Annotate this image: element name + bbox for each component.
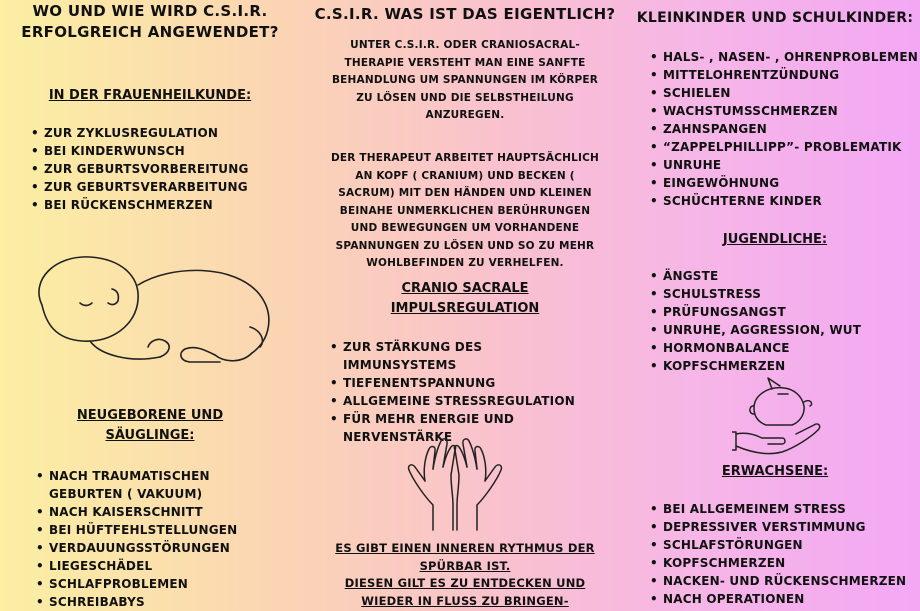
impuls-heading-line1: CRANIO SACRALE bbox=[401, 281, 529, 296]
para1-line: ANZUREGEN. bbox=[425, 109, 505, 121]
list-item: • ALLGEMEINE STRESSREGULATION bbox=[330, 392, 600, 410]
para1-line: ZU LÖSEN UND DIE SELBSTHEILUNG bbox=[356, 91, 574, 104]
list-item: • FÜR MEHR ENERGIE UND NERVENSTÄRKE bbox=[330, 410, 523, 446]
para2-line: WOHLBEFINDEN ZU VERHELFEN. bbox=[366, 257, 564, 269]
footer-line: SPÜRBAR IST. bbox=[419, 558, 511, 573]
col3-title: KLEINKINDER UND SCHULKINDER: bbox=[636, 10, 914, 26]
gyn-heading: IN DER FRAUENHEILKUNDE: bbox=[48, 88, 252, 103]
para1-line: THERAPIE VERSTEHT MAN EINE SANFTE bbox=[344, 56, 586, 69]
intro-paragraph bbox=[300, 37, 630, 125]
list-item: • HALS- , NASEN- , OHRENPROBLEMEN bbox=[650, 48, 918, 66]
list-item: • KOPFSCHMERZEN bbox=[650, 554, 906, 572]
para2-line: AN KOPF ( CRANIUM) UND BECKEN ( bbox=[355, 169, 575, 182]
list-item: • ZUR ZYKLUSREGULATION bbox=[31, 124, 249, 142]
newborn-heading-line2: SÄUGLINGE: bbox=[105, 428, 195, 443]
list-item: • WACHSTUMSSCHMERZEN bbox=[650, 102, 918, 120]
para2-line: DER THERAPEUT ARBEITET HAUPTSÄCHLICH bbox=[330, 152, 600, 164]
youth-list bbox=[650, 267, 861, 375]
sleeping-baby-icon bbox=[20, 245, 280, 375]
gyn-list bbox=[31, 124, 249, 214]
list-item: • “ZAPPELPHILLIPP”- PROBLEMATIK bbox=[650, 138, 918, 156]
piggy-bank-hand-icon bbox=[732, 372, 827, 457]
list-item: • NACH OPERATIONEN bbox=[650, 590, 906, 608]
list-item: • UNRUHE, AGGRESSION, WUT bbox=[650, 321, 861, 339]
list-item: • DEPRESSIVER VERSTIMMUNG bbox=[650, 518, 906, 536]
list-item: • SCHÜCHTERNE KINDER bbox=[650, 192, 918, 210]
kids-list bbox=[650, 48, 918, 210]
footer-line: DIESEN GILT ES ZU ENTDECKEN UND bbox=[344, 576, 586, 590]
list-item: • BEI ALLGEMEINEM STRESS bbox=[650, 500, 906, 518]
footer-message bbox=[300, 540, 630, 610]
list-item: • BEI RÜCKENSCHMERZEN bbox=[31, 196, 249, 214]
open-hands-icon bbox=[405, 435, 505, 535]
list-item: • KOPFSCHMERZEN bbox=[650, 357, 861, 375]
para2-line: SACRUM) MIT DEN HÄNDEN UND KLEINEN bbox=[338, 187, 592, 199]
list-item: • SCHLAFSTÖRUNGEN bbox=[650, 536, 906, 554]
list-item: • NACKEN- UND RÜCKENSCHMERZEN bbox=[650, 572, 906, 590]
list-item: • SCHREIBABYS bbox=[36, 593, 241, 611]
list-item: • MITTELOHRENTZÜNDUNG bbox=[650, 66, 918, 84]
list-item: • EINGEWÖHNUNG bbox=[650, 174, 918, 192]
list-item: • NACH TRAUMATISCHEN GEBURTEN ( VAKUUM) bbox=[36, 467, 241, 503]
list-item: • HORMONBALANCE bbox=[650, 339, 861, 357]
list-item: • BEI KINDERWUNSCH bbox=[31, 142, 249, 160]
col1-title-line2: ERFOLGREICH ANGEWENDET? bbox=[21, 23, 279, 41]
list-item: • ZUR GEBURTSVERARBEITUNG bbox=[31, 178, 249, 196]
list-item: • SCHIELEN bbox=[650, 84, 918, 102]
list-item: • TIEFENENTSPANNUNG bbox=[330, 374, 600, 392]
list-item: • ZUR STÄRKUNG DES IMMUNSYSTEMS bbox=[330, 338, 600, 374]
list-item: • SCHULSTRESS bbox=[650, 285, 861, 303]
list-item: • NACH KAISERSCHNITT bbox=[36, 503, 241, 521]
para2-line: UND BEWEGUNGEN UM VORHANDENE bbox=[350, 222, 580, 234]
col2-title: C.S.I.R. WAS IST DAS EIGENTLICH? bbox=[314, 5, 616, 23]
list-item: • LIEGESCHÄDEL bbox=[36, 557, 241, 575]
footer-line: WIEDER IN FLUSS ZU BRINGEN- bbox=[361, 593, 569, 608]
adult-heading: ERWACHSENE: bbox=[721, 464, 829, 479]
column-applications bbox=[0, 0, 300, 610]
list-item: • UNRUHE bbox=[650, 156, 918, 174]
column-target-groups bbox=[630, 0, 920, 610]
list-item: • VERDAUUNGSSTÖRUNGEN bbox=[36, 539, 241, 557]
list-item: • ZAHNSPANGEN bbox=[650, 120, 918, 138]
para1-line: UNTER C.S.I.R. ODER CRANIOSACRAL- bbox=[350, 39, 580, 51]
list-item: • SCHLAFPROBLEMEN bbox=[36, 575, 241, 593]
para2-line: SPANNUNGEN ZU LÖSEN UND SO ZU MEHR bbox=[335, 239, 595, 252]
list-item: • ÄNGSTE bbox=[650, 267, 861, 285]
col1-title-line1: WO UND WIE WIRD C.S.I.R. bbox=[32, 2, 268, 20]
footer-line: ES GIBT EINEN INNEREN RYTHMUS DER bbox=[335, 541, 595, 555]
col1-title bbox=[0, 1, 300, 43]
newborn-heading bbox=[0, 406, 300, 446]
column-explanation bbox=[300, 0, 630, 610]
adult-list bbox=[650, 500, 906, 608]
impuls-heading bbox=[300, 279, 630, 319]
impuls-heading-line2: IMPULSREGULATION bbox=[390, 301, 540, 316]
impuls-list bbox=[330, 338, 600, 446]
therapist-paragraph bbox=[300, 150, 630, 273]
list-item: • BEI HÜFTFEHLSTELLUNGEN bbox=[36, 521, 241, 539]
list-item: • PRÜFUNGSANGST bbox=[650, 303, 861, 321]
para1-line: BEHANDLUNG UM SPANNUNGEN IM KÖRPER bbox=[331, 74, 599, 86]
newborn-list bbox=[36, 467, 241, 611]
youth-heading: JUGENDLICHE: bbox=[722, 232, 828, 247]
newborn-heading-line1: NEUGEBORENE UND bbox=[76, 408, 224, 423]
para2-line: BEINAHE UNMERKLICHEN BERÜHRUNGEN bbox=[339, 204, 591, 217]
list-item: • ZUR GEBURTSVORBEREITUNG bbox=[31, 160, 249, 178]
